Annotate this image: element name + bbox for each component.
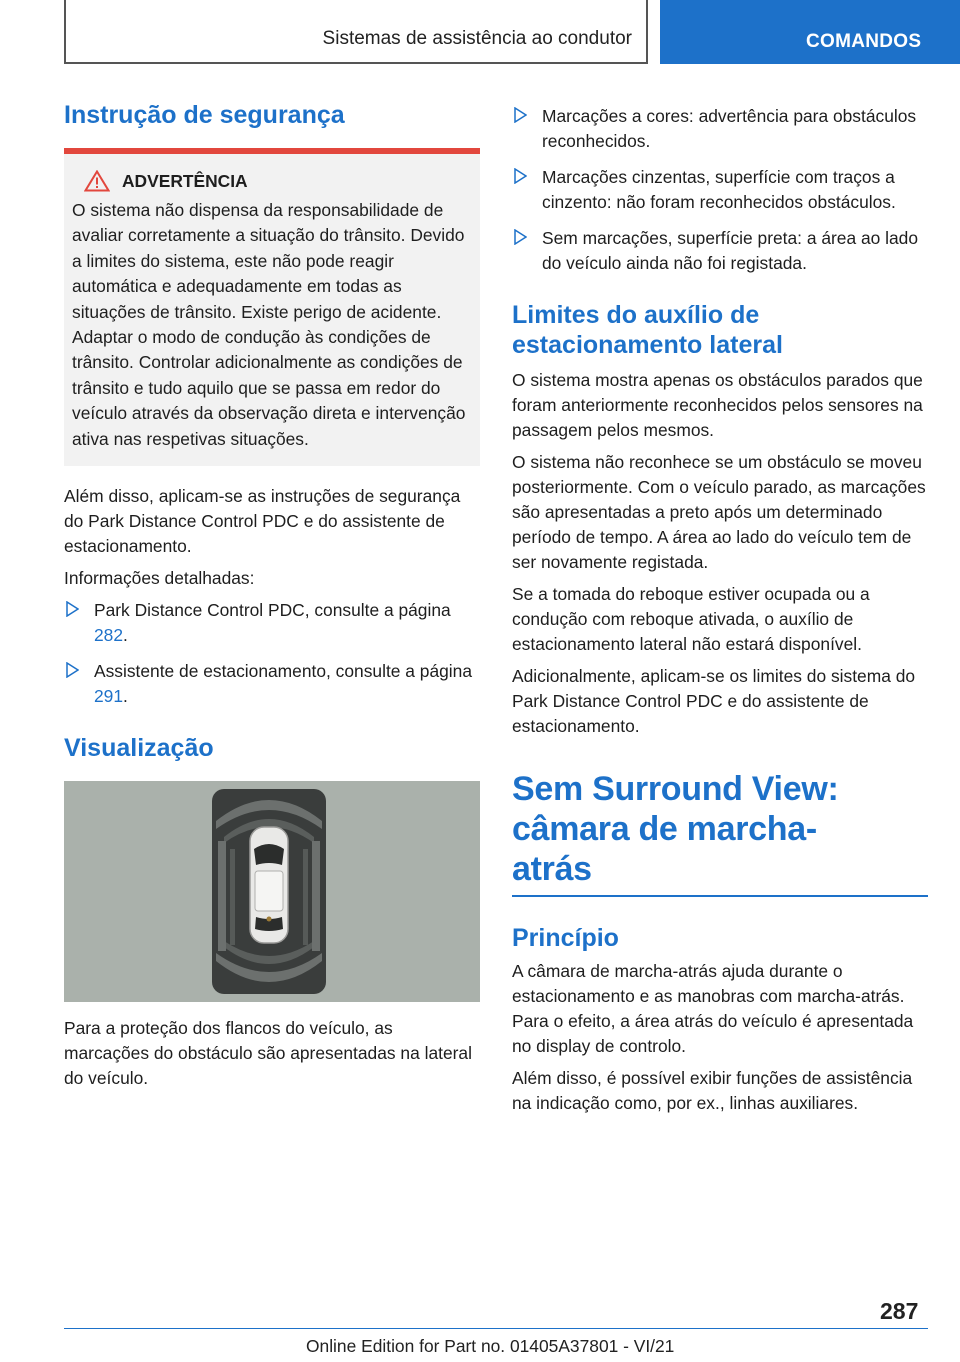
page-link-282[interactable]: 282 [94,625,124,646]
bullet-triangle-icon [514,229,527,245]
right-column [512,100,928,1123]
list-item: Park Distance Control PDC, consulte a página 282. [64,598,480,648]
header-chapter-title: COMANDOS [806,31,922,52]
list-item: Assistente de estacionamento, consulte a página 291. [64,659,480,709]
bullet-triangle-icon [66,601,79,617]
safety-heading: Instrução de segurança [64,101,345,129]
header-section-tab [64,0,648,64]
warning-title: ADVERTÊNCIA [122,170,248,191]
parking-visualization-image [64,781,480,1002]
header-chapter-tab[interactable] [660,0,960,64]
rear-camera-heading: Sem Surround View: câmara de marcha-atrás [512,770,839,888]
bullet-triangle-icon [514,107,527,123]
heading-rule [512,895,928,897]
page-link-291[interactable]: 291 [94,686,124,707]
footer-edition: Online Edition for Part no. 01405A37801 - VI/21 [306,1336,675,1356]
warning-box [64,148,480,466]
warning-text: O sistema não dispensa da responsabilidade de avaliar corretamente a situação do trânsito. Devido a limites do sistema, este não pode reagir automática e adequadamente em todas as situações de trânsito. Existe perigo de acidente. Adaptar o modo de condução às condições de trânsito. Controlar adicionalmente as condições de trânsito e tudo aquilo que se passa em redor do veículo através da observação direta e intervenção ativa nas respetivas situações. [72,200,466,449]
warning-triangle-icon [84,170,110,192]
marking-list [512,104,928,276]
limits-paragraph: Adicionalmente, aplicam-se os limites do sistema do Park Distance Control PDC e do assistente de estacionamento. [512,666,916,736]
limits-paragraph: O sistema mostra apenas os obstáculos parados que foram anteriormente reconhecidos pelos sensores na passagem pelos mesmos. [512,370,923,440]
limits-paragraph: O sistema não reconhece se um obstáculo se moveu posteriormente. Com o veículo parado, as marcações são apresentadas a preto após um determinado período de tempo. A área ao lado do veículo tem de ser novamente registada. [512,452,926,572]
list-item: Marcações cinzentas, superfície com traços a cinzento: não foram reconhecidos obstáculos. [512,165,928,215]
bullet-triangle-icon [66,662,79,678]
reference-list [64,598,480,709]
principle-heading: Princípio [512,924,619,952]
left-column [64,100,480,1098]
warning-title-row [72,170,472,192]
bullet-triangle-icon [514,168,527,184]
list-item: Marcações a cores: advertência para obstáculos reconhecidos. [512,104,928,154]
visualization-heading: Visualização [64,734,214,763]
principle-paragraph: Além disso, é possível exibir funções de assistência na indicação como, por ex., linhas auxiliares. [512,1068,913,1113]
safety-paragraph: Além disso, aplicam-se as instruções de segurança do Park Distance Control PDC e do assistente de estacionamento. [64,486,461,557]
car-top-view-illustration [64,781,480,1002]
principle-paragraph: A câmara de marcha-atrás ajuda durante o estacionamento e as manobras com marcha-atrás. Para o efeito, a área atrás do veículo é apresentada no display de controlo. [512,961,914,1056]
limits-paragraph: Se a tomada do reboque estiver ocupada ou a condução com reboque ativada, o auxílio de estacionamento lateral não estará disponível. [512,584,870,654]
header-section-title: Sistemas de assistência ao condutor [322,28,632,49]
visualization-caption: Para a proteção dos flancos do veículo, as marcações do obstáculo são apresentadas na lateral do veículo. [64,1018,472,1089]
limits-heading: Limites do auxílio de estacionamento lateral [512,301,783,359]
list-item: Sem marcações, superfície preta: a área ao lado do veículo ainda não foi registada. [512,226,928,276]
footer-rule [64,1328,928,1329]
details-label: Informações detalhadas: [64,568,255,589]
page-number: 287 [880,1298,919,1324]
